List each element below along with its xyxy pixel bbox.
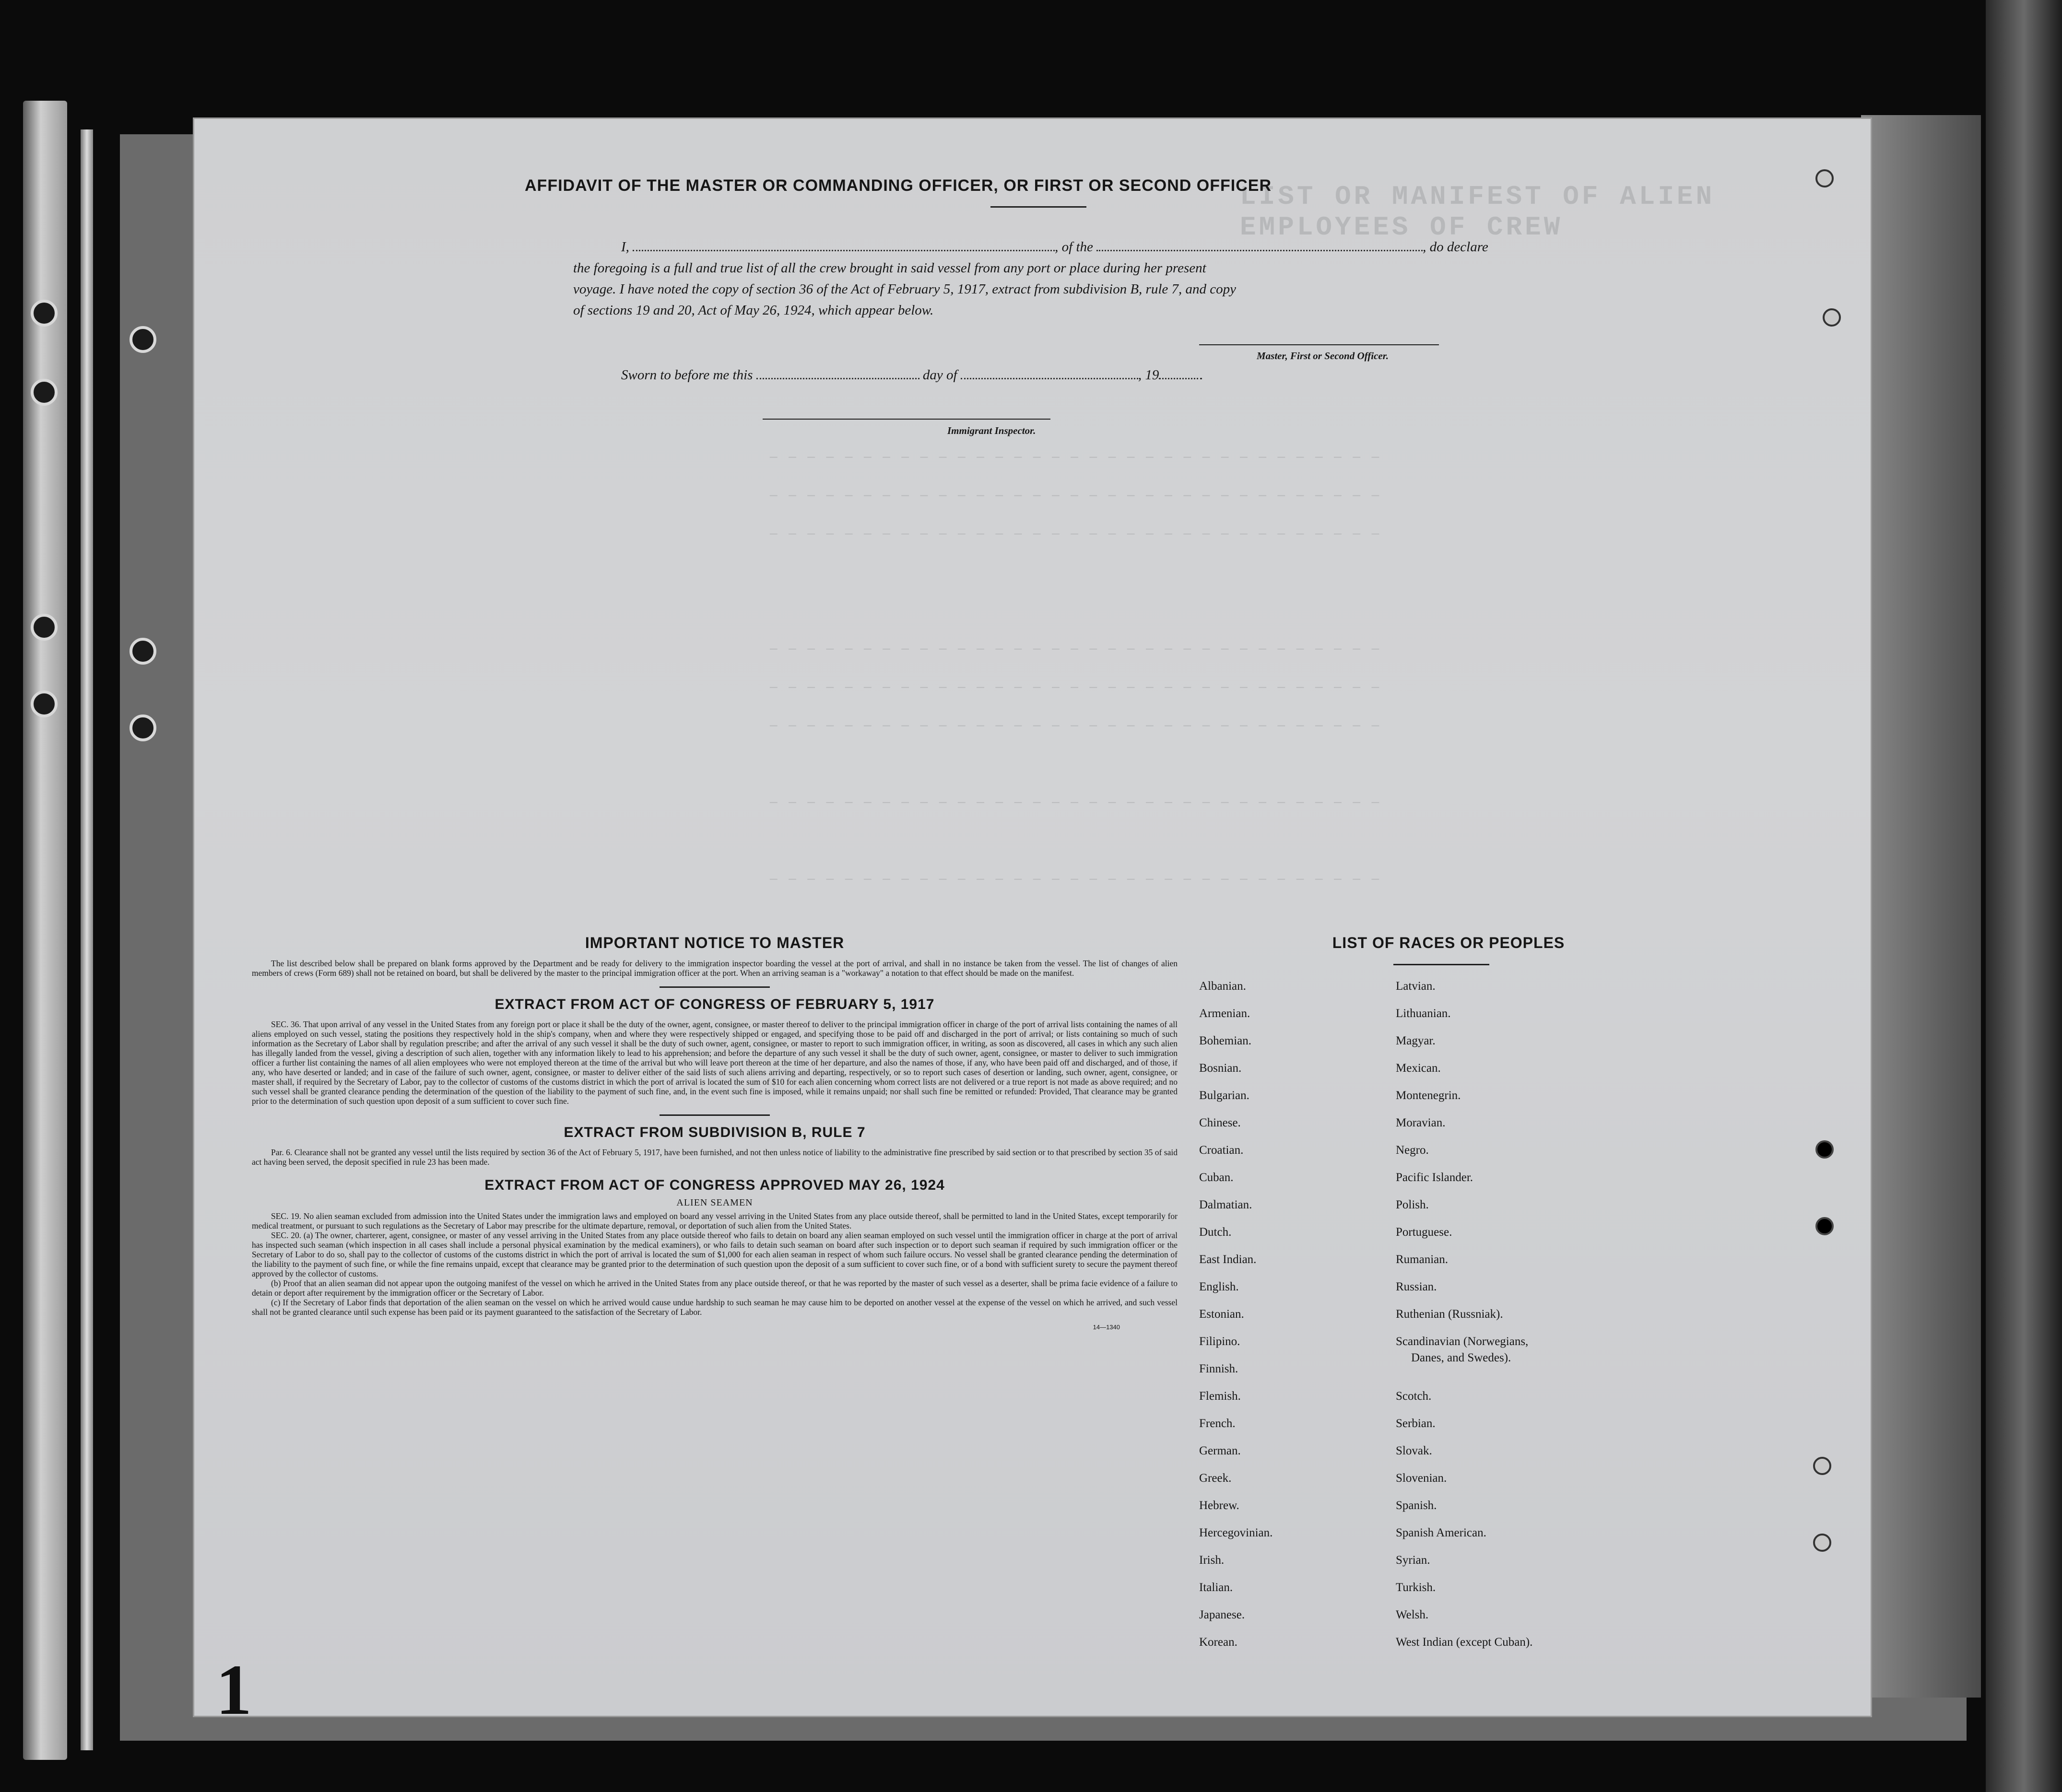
sworn-day-blank[interactable]	[756, 368, 919, 379]
race-item: Russian.	[1396, 1280, 1437, 1293]
races-right-column	[1396, 980, 1532, 1663]
year-text: , 19	[1138, 367, 1159, 383]
race-item: Hercegovinian.	[1199, 1526, 1273, 1539]
race-item: Scandinavian (Norwegians,	[1396, 1335, 1529, 1348]
race-item: Dutch.	[1199, 1226, 1232, 1239]
race-item: Albanian.	[1199, 980, 1246, 993]
races-section	[1199, 934, 1679, 1649]
bleed-through-heading: LIST OR MANIFEST OF ALIEN EMPLOYEES OF CREW	[1240, 181, 1715, 243]
race-item: Bulgarian.	[1199, 1089, 1249, 1102]
affidavit-of-the: , of the	[1055, 239, 1093, 255]
race-item-cont: Danes, and Swedes).	[1411, 1351, 1511, 1364]
notice-body	[252, 959, 1178, 978]
binder-hole	[130, 326, 156, 353]
sec19-text: SEC. 19. No alien seaman excluded from admission into the United States under the immigration laws and employed on board any vessel arriving in the United States from any place outside thereof, shall be permitted to land in the United States, except temporarily for medical treatment, or pursuant to such regulations as the Secretary of Labor may prescribe for the ultimate departure, removal, or deportation of such alien from the United States.	[252, 1211, 1178, 1230]
bleed-through-row: — — — — — — — — — — — — — — — — — — — — — — — — — — — — — — — — —	[770, 795, 1381, 809]
notice-text: The list described below shall be prepared on blank forms approved by the Department and be ready for delivery to the immigration inspector boarding the vessel at the port of arrival, and shall in no instance be taken from the vessel. The list of changes of alien members of crews (Form 689) shall not be retained on board, but shall be delivered by the master to the principal immigration officer at the port. When an arriving seaman is a "workaway" a notation to that effect should be made on the manifest.	[252, 959, 1178, 978]
race-item: Montenegrin.	[1396, 1089, 1461, 1102]
race-item: Rumanian.	[1396, 1253, 1449, 1266]
affidavit-declare: , do declare	[1423, 239, 1488, 255]
race-item: Dalmatian.	[1199, 1198, 1252, 1211]
race-item: Armenian.	[1199, 1007, 1250, 1020]
race-item: Mexican.	[1396, 1062, 1441, 1075]
bleed-through-row: — — — — — — — — — — — — — — — — — — — — — — — — — — — — — — — — —	[770, 642, 1381, 656]
affidavit-line2: the foregoing is a full and true list of all the crew brought in said vessel from any port or place during her present	[573, 260, 1206, 276]
page-hole	[1815, 1140, 1834, 1159]
name-blank[interactable]	[633, 240, 1055, 251]
sworn-year-blank[interactable]	[1159, 368, 1202, 379]
extract1-title: EXTRACT FROM ACT OF CONGRESS OF FEBRUARY 5, 1917	[495, 996, 935, 1012]
race-item: Portuguese.	[1396, 1226, 1452, 1239]
race-item: Finnish.	[1199, 1362, 1238, 1375]
race-item: Flemish.	[1199, 1390, 1241, 1403]
sec20b-text: (b) Proof that an alien seaman did not appear upon the outgoing manifest of the vessel on which he arrived in the United States from any place outside thereof, or that he was reported by the master of such vessel as a deserter, shall be prima facie evidence of a failure to detain or deport after requirement by the immigration officer or the Secretary of Labor.	[252, 1278, 1178, 1298]
race-item: Hebrew.	[1199, 1499, 1239, 1512]
race-item: Filipino.	[1199, 1335, 1240, 1348]
race-item: Ruthenian (Russniak).	[1396, 1308, 1503, 1321]
race-item: West Indian (except Cuban).	[1396, 1636, 1533, 1649]
page-hole	[1813, 1534, 1831, 1552]
extract2-title: EXTRACT FROM SUBDIVISION B, RULE 7	[564, 1124, 866, 1140]
race-item: Cuban.	[1199, 1171, 1234, 1184]
back-sheet-edge	[1861, 115, 1981, 1698]
inspector-signature-line[interactable]	[763, 419, 1050, 420]
race-item: Estonian.	[1199, 1308, 1244, 1321]
race-item: Spanish American.	[1396, 1526, 1486, 1539]
page-hole	[1815, 1217, 1834, 1235]
race-item: Croatian.	[1199, 1144, 1244, 1157]
affidavit-line3: voyage. I have noted the copy of section 36 of the Act of February 5, 1917, extract from subdivision B, rule 7, and copy	[573, 281, 1237, 297]
race-item: Pacific Islander.	[1396, 1171, 1473, 1184]
bleed-through-row: — — — — — — — — — — — — — — — — — — — — — — — — — — — — — — — — —	[770, 527, 1381, 541]
master-label: Master, First or Second Officer.	[1257, 350, 1389, 362]
vessel-blank[interactable]	[1096, 240, 1423, 251]
sec20c-text: (c) If the Secretary of Labor finds that deportation of the alien seaman on the vessel on which he arrived would cause undue hardship to such seaman he may cause him to be deported on another vessel at the expense of the vessel on which he arrived, and such vessel shall not be granted clearance until such expense has been paid or its payment guaranteed to the satisfaction of the Secretary of Labor.	[252, 1298, 1178, 1317]
affidavit-body	[573, 236, 1705, 321]
notice-title: IMPORTANT NOTICE TO MASTER	[585, 934, 845, 951]
extract2-text: Par. 6. Clearance shall not be granted any vessel until the lists required by section 36 of the Act of February 5, 1917, have been furnished, and not then unless notice of liability to the administrative fine prescribed by said section or to that prescribed by section 35 of said act having been served, the deposit specified in rule 23 has been made.	[252, 1148, 1178, 1167]
races-rule	[1393, 964, 1489, 965]
extract2-body	[252, 1148, 1178, 1167]
title-rule	[990, 206, 1086, 208]
page-number: 1	[216, 1650, 252, 1730]
form-number: 14—1340	[1093, 1324, 1120, 1331]
race-item: Slovak.	[1396, 1444, 1432, 1457]
races-title: LIST OF RACES OR PEOPLES	[1332, 934, 1565, 951]
affidavit-title: AFFIDAVIT OF THE MASTER OR COMMANDING OFFICER, OR FIRST OR SECOND OFFICER	[525, 176, 1272, 195]
race-item: Negro.	[1396, 1144, 1429, 1157]
race-item: Moravian.	[1396, 1116, 1446, 1129]
race-item: Magyar.	[1396, 1034, 1436, 1047]
race-item-scandinavian	[1396, 1335, 1532, 1390]
race-item: Japanese.	[1199, 1608, 1245, 1621]
binder-strip	[23, 101, 67, 1760]
race-item: German.	[1199, 1444, 1241, 1457]
binder-hole	[31, 691, 58, 717]
race-item: Greek.	[1199, 1472, 1232, 1485]
page-hole	[1813, 1457, 1831, 1475]
race-item: Bohemian.	[1199, 1034, 1252, 1047]
binder-hole	[31, 614, 58, 641]
binder-hole	[31, 300, 58, 327]
race-item: Chinese.	[1199, 1116, 1241, 1129]
sworn-text: Sworn to before me this	[621, 367, 753, 383]
sec20a-text: SEC. 20. (a) The owner, charterer, agent, consignee, or master of any vessel arriving in the United States from any place outside thereof who fails to detain on board any alien seaman employed on such vessel until the immigration officer in charge at the port of arrival has inspected such seaman (which inspection in all cases shall include a personal physical examination by the medical examiners), or who fails to detain such seaman on board after such inspection or to deport such seaman if required by such immigration officer or the Secretary of Labor to do so, shall pay to the collector of customs of the customs district in which the port of arrival is located the sum of $1,000 for each alien seaman in respect of whom such failure occurs. No vessel shall be granted clearance pending the determination of the liability to the payment of such fine, or while the fine remains unpaid, except that clearance may be granted prior to the determination of such question upon the deposit of a sum sufficient to cover such fine, or of a bond with sufficient surety to secure the payment thereof approved by the collector of customs.	[252, 1230, 1178, 1278]
sworn-line	[621, 364, 1485, 386]
race-item: Bosnian.	[1199, 1062, 1242, 1075]
bleed-through-row: — — — — — — — — — — — — — — — — — — — — — — — — — — — — — — — — —	[770, 450, 1381, 464]
race-item: Serbian.	[1396, 1417, 1436, 1430]
affidavit-i: I,	[621, 239, 629, 255]
bleed-through-row: — — — — — — — — — — — — — — — — — — — — — — — — — — — — — — — — —	[770, 718, 1381, 733]
bleed-through-row: — — — — — — — — — — — — — — — — — — — — — — — — — — — — — — — — —	[770, 872, 1381, 886]
race-item: Welsh.	[1396, 1608, 1429, 1621]
sworn-month-blank[interactable]	[961, 368, 1138, 379]
race-item: Polish.	[1396, 1198, 1429, 1211]
inspector-label: Immigrant Inspector.	[947, 425, 1036, 436]
manifest-page	[194, 119, 1871, 1730]
divider	[660, 986, 770, 988]
binder-edge	[81, 129, 93, 1750]
race-item: French.	[1199, 1417, 1236, 1430]
notice-section	[252, 934, 1178, 1331]
day-of-text: day of	[922, 367, 957, 383]
race-item: Syrian.	[1396, 1554, 1430, 1567]
extract3-subtitle: ALIEN SEAMEN	[676, 1197, 753, 1208]
binder-hole	[130, 714, 156, 741]
scanner-edge	[1986, 0, 2062, 1792]
race-item: Lithuanian.	[1396, 1007, 1451, 1020]
race-item: East Indian.	[1199, 1253, 1257, 1266]
race-item: English.	[1199, 1280, 1239, 1293]
race-item: Irish.	[1199, 1554, 1225, 1567]
bleed-through-row: — — — — — — — — — — — — — — — — — — — — — — — — — — — — — — — — —	[770, 488, 1381, 503]
master-signature-line[interactable]	[1199, 344, 1439, 345]
race-item: Latvian.	[1396, 980, 1436, 993]
race-item: Spanish.	[1396, 1499, 1437, 1512]
extract1-text: SEC. 36. That upon arrival of any vessel in the United States from any foreign port or place it shall be the duty of the owner, agent, consignee, or master thereof to deliver to the principal immigration officer in charge of the port of arrival lists containing the names of all aliens employed on such vessel, stating the positions they respectively hold in the ship's company, when and where they were respectively shipped or engaged, and specifying those to be paid off and discharged in the port of arrival; or lists containing so much of such information as the Secretary of Labor shall by regulation prescribe; and after the arrival of any such vessel it shall be the duty of such owner, agent, consignee, or master to report to such immigration officer, in writing, as soon as discovered, all cases in which any such alien has illegally landed from the vessel, giving a description of such alien, together with any information likely to lead to his apprehension; and before the departure of any such vessel it shall be the duty of such owner, agent, consignee, or master to deliver to such immigration officer a further list containing the names of all alien employees who were not employed thereon at the time of the arrival but who will leave port thereon at the time of her departure, and also the names of those, if any, who have been paid off and discharged, and of those, if any, who have deserted or landed; and in case of the failure of such owner, agent, consignee, or master to deliver either of the said lists of such aliens arriving and departing, respectively, or so to report such cases of desertion or landing, such owner, agent, consignee, or master shall, if required by the Secretary of Labor, pay to the collector of customs of the customs district in which the port of arrival is located the sum of $10 for each alien concerning whom correct lists are not delivered or a true report is not made as above required; and no such vessel shall be granted clearance pending the determination of the question of the liability to the payment of such fine, and, in the event such fine is imposed, while it remains unpaid; nor shall such fine be remitted or refunded: Provided, That clearance may be granted prior to the determination of such question upon deposit of a sum sufficient to cover such fine.	[252, 1019, 1178, 1106]
bleed-through-row: — — — — — — — — — — — — — — — — — — — — — — — — — — — — — — — — —	[770, 680, 1381, 694]
race-item: Scotch.	[1396, 1390, 1432, 1403]
binder-hole	[31, 379, 58, 406]
page-hole	[1823, 308, 1841, 327]
affidavit-line4: of sections 19 and 20, Act of May 26, 1924, which appear below.	[573, 303, 934, 318]
extract1-body	[252, 1019, 1178, 1106]
race-item: Slovenian.	[1396, 1472, 1447, 1485]
race-item: Italian.	[1199, 1581, 1233, 1594]
divider	[660, 1114, 770, 1116]
races-left-column	[1199, 980, 1273, 1663]
race-item: Korean.	[1199, 1636, 1237, 1649]
extract3-body	[252, 1211, 1178, 1317]
race-item: Turkish.	[1396, 1581, 1436, 1594]
extract3-title: EXTRACT FROM ACT OF CONGRESS APPROVED MAY 26, 1924	[484, 1177, 945, 1193]
page-hole	[1815, 169, 1834, 187]
binder-hole	[130, 638, 156, 665]
